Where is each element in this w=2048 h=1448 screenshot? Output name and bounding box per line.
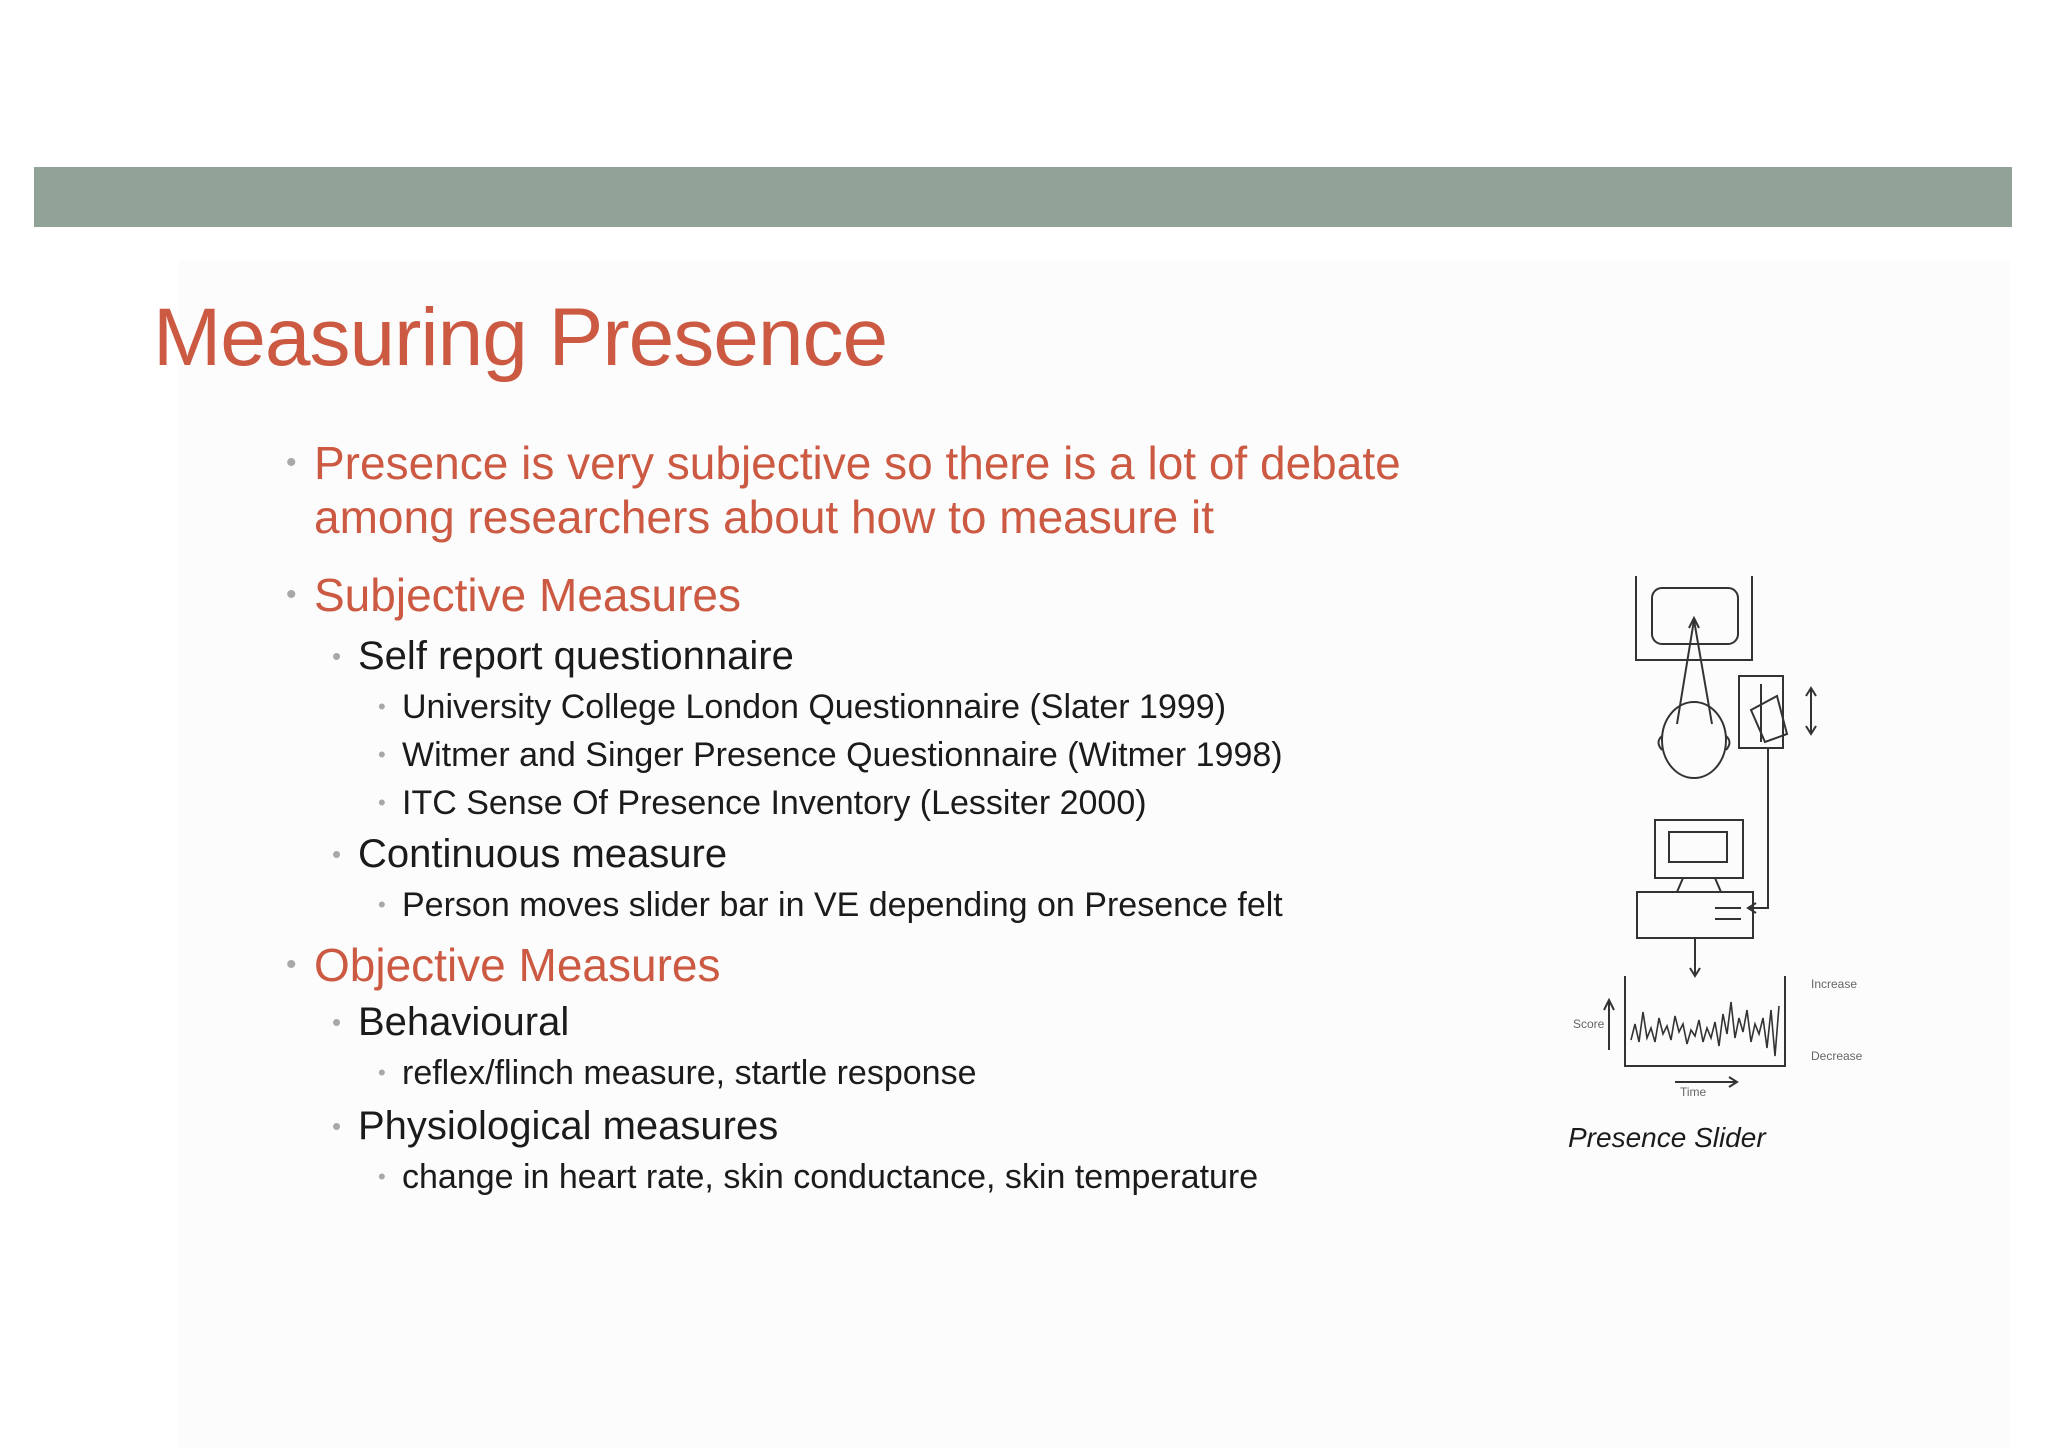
sub-bullet-item (332, 998, 570, 1046)
bullet-text: reflex/flinch measure, startle response (402, 1054, 977, 1092)
increase-label: Increase (1811, 977, 1858, 991)
sub-bullet-item (332, 1102, 779, 1150)
bullet-dot-icon: • (286, 578, 297, 611)
sub-sub-bullet-item (378, 1052, 977, 1094)
sub-bullet-item (332, 632, 794, 680)
bullet-item-continuation (314, 490, 1214, 544)
decrease-label: Decrease (1811, 1049, 1863, 1063)
sub-sub-bullet-item (378, 686, 1227, 728)
figure-caption: Presence Slider (1568, 1122, 1766, 1153)
bullet-text: Presence is very subjective so there is a lot of debate (314, 437, 1401, 489)
sight-line (1677, 620, 1694, 724)
score-axis-label: Score (1573, 1017, 1605, 1031)
sub-sub-bullet-item (378, 884, 1283, 926)
bullet-dot-icon: • (378, 1164, 386, 1189)
bullet-text: Objective Measures (314, 939, 721, 991)
bullet-text: Subjective Measures (314, 569, 741, 621)
bullet-dot-icon: • (332, 1111, 342, 1141)
bullet-text: among researchers about how to measure it (314, 491, 1215, 543)
slide-title: Measuring Presence (153, 292, 888, 383)
bullet-text: Behavioural (358, 1000, 570, 1044)
bullet-dot-icon: • (378, 1060, 386, 1085)
bullet-item (286, 436, 1401, 490)
sight-line (1694, 620, 1712, 724)
bullet-dot-icon: • (286, 446, 297, 479)
slider-cable (1750, 748, 1768, 908)
sub-sub-bullet-item (378, 1156, 1259, 1198)
bullet-text: Self report questionnaire (358, 634, 794, 678)
sub-sub-bullet-item (378, 734, 1283, 776)
bullet-text: Witmer and Singer Presence Questionnaire (Witmer 1998) (402, 736, 1283, 774)
bullet-dot-icon: • (378, 892, 386, 917)
bullet-dot-icon: • (378, 694, 386, 719)
sub-sub-bullet-item (378, 782, 1147, 824)
bullet-dot-icon: • (286, 948, 297, 981)
time-axis-label: Time (1680, 1085, 1707, 1099)
computer-monitor-icon (1655, 820, 1743, 892)
slider-device-icon (1739, 676, 1816, 748)
bullet-dot-icon: • (378, 790, 386, 815)
bullet-dot-icon: • (378, 742, 386, 767)
bullet-item (286, 938, 721, 992)
bullet-text: change in heart rate, skin conductance, skin temperature (402, 1158, 1259, 1196)
bullet-text: ITC Sense Of Presence Inventory (Lessiter 2000) (402, 784, 1147, 822)
head-icon (1659, 702, 1730, 778)
bullet-dot-icon: • (332, 1007, 342, 1037)
bullet-dot-icon: • (332, 641, 342, 671)
bullet-text: Continuous measure (358, 832, 728, 876)
presence-slider-diagram (1555, 572, 1885, 1102)
bullet-text: Person moves slider bar in VE depending on Presence felt (402, 886, 1283, 924)
bullet-item (286, 568, 741, 622)
score-graph (1604, 976, 1785, 1087)
bullet-text: Physiological measures (358, 1104, 779, 1148)
computer-case-icon (1637, 892, 1753, 938)
bullet-text: University College London Questionnaire (Slater 1999) (402, 688, 1227, 726)
bullet-dot-icon: • (332, 839, 342, 869)
sub-bullet-item (332, 830, 728, 878)
